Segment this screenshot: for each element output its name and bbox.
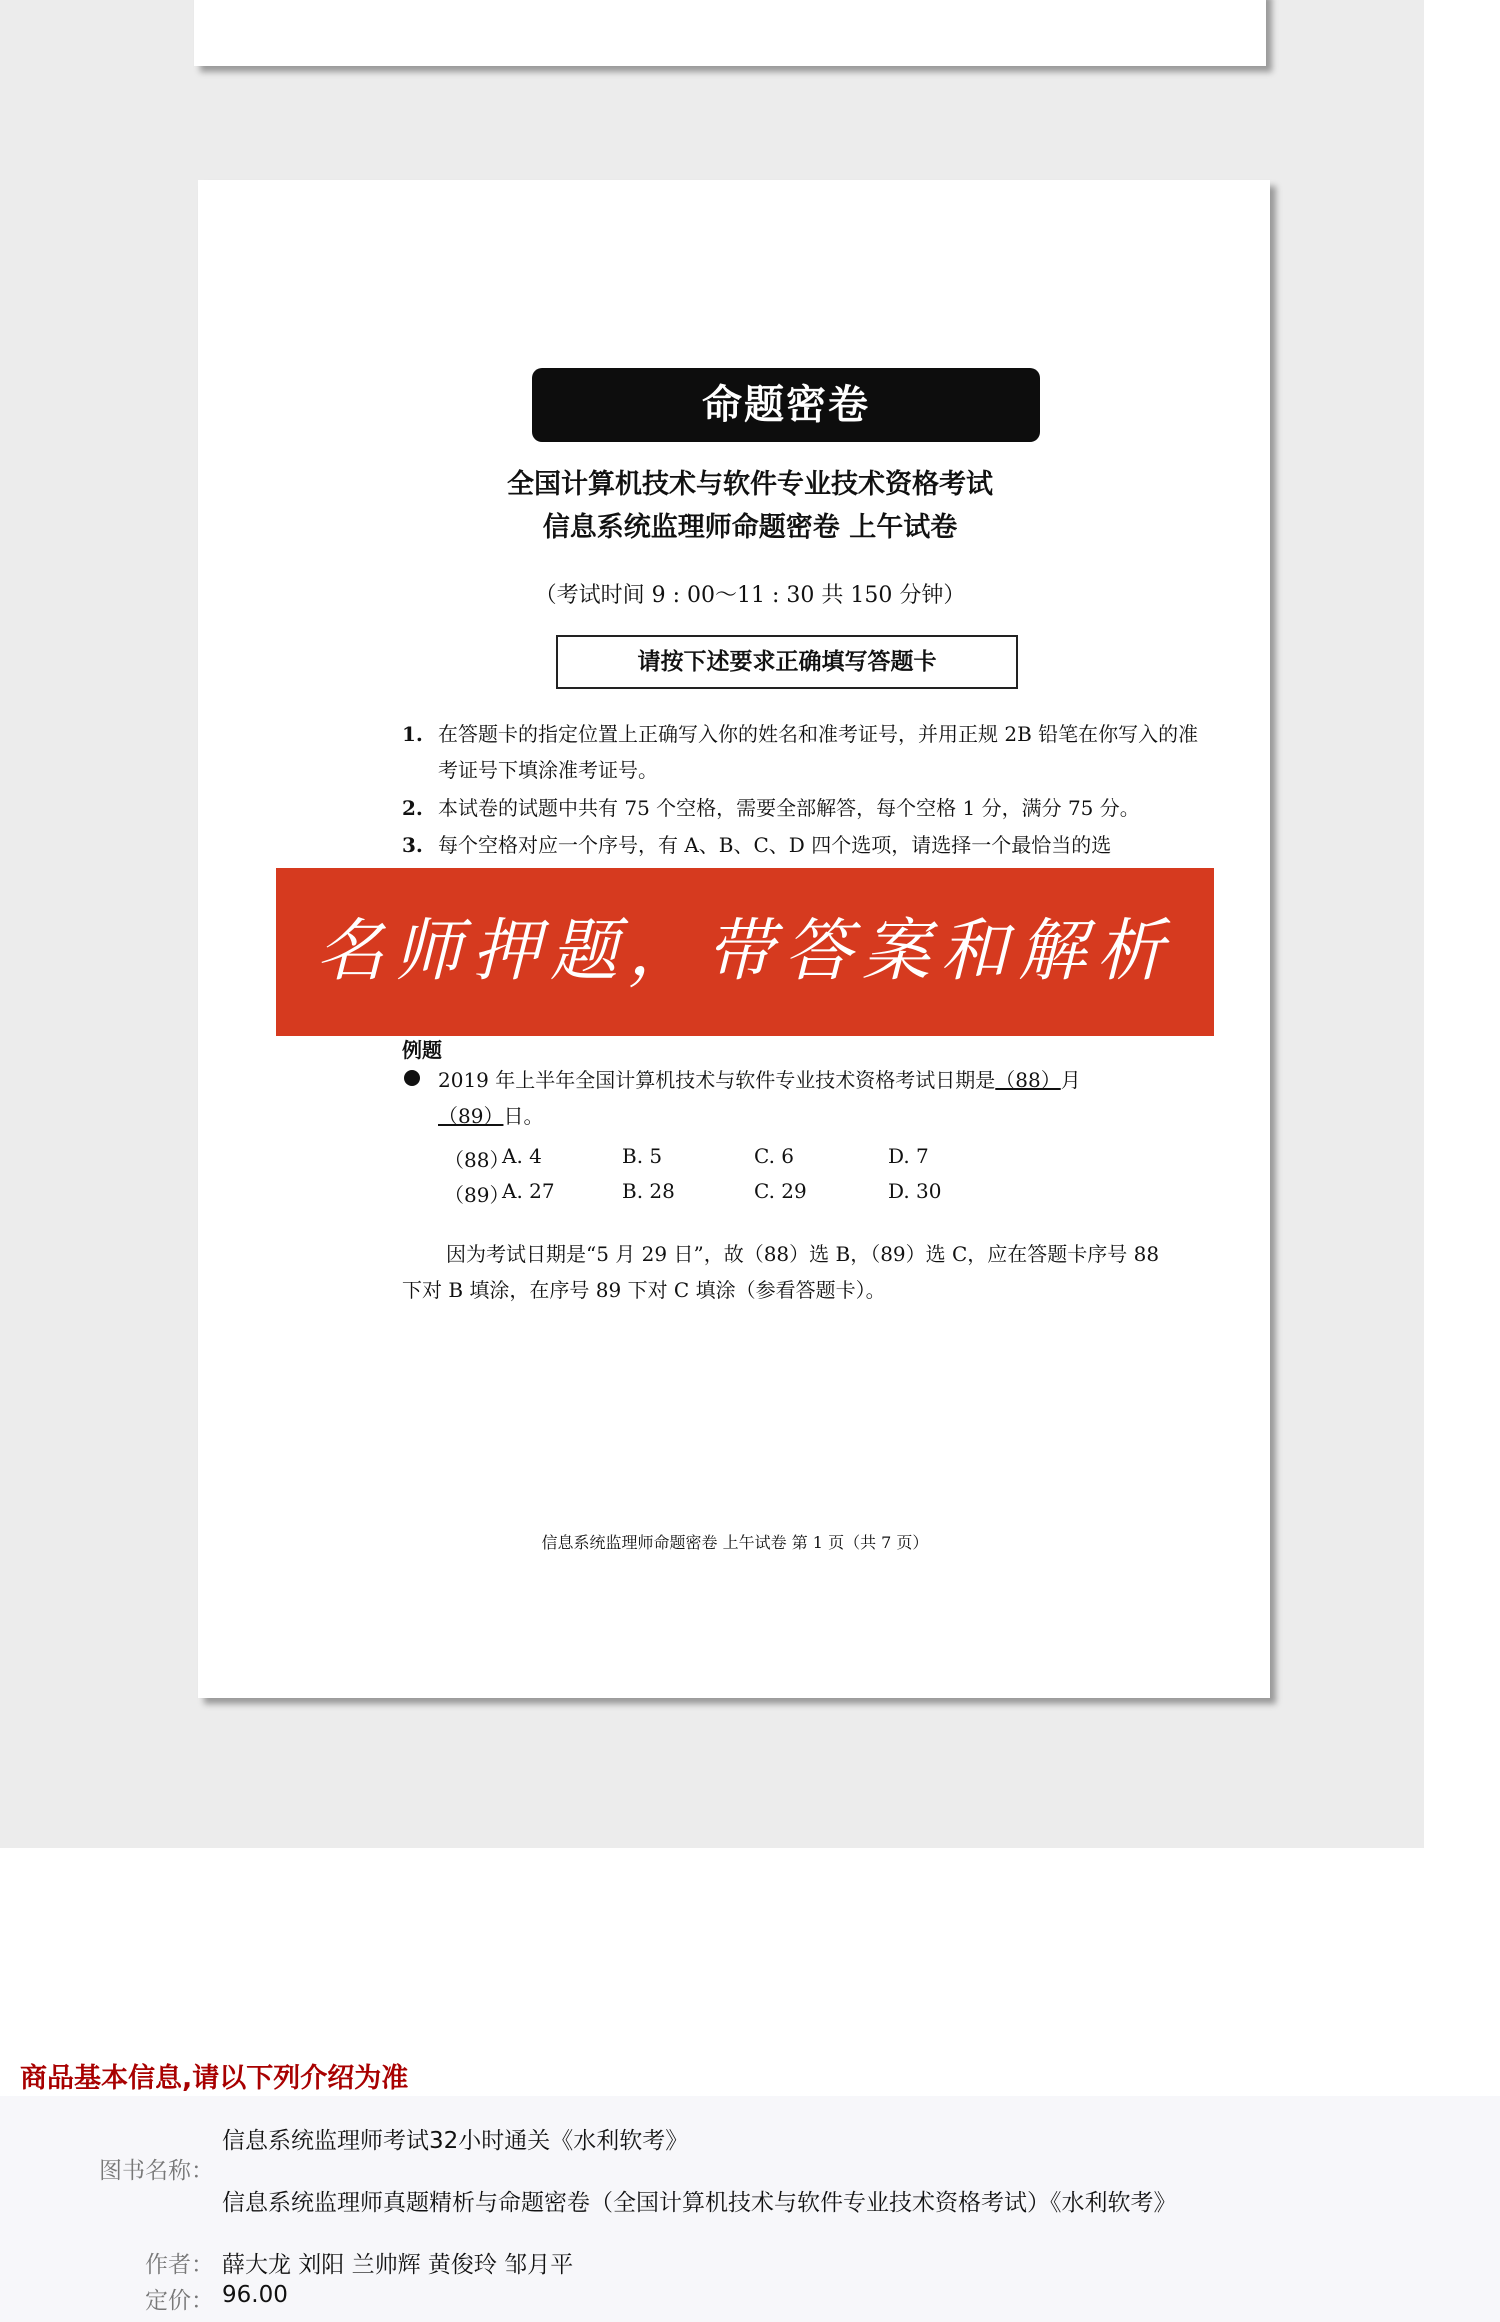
book-name-2: 信息系统监理师真题精析与命题密卷（全国计算机技术与软件专业技术资格考试）《水利软考》 (222, 2190, 1177, 2216)
day-text: 日。 (503, 1104, 544, 1128)
item-number: 3. (402, 833, 423, 857)
item-number: 2. (402, 796, 423, 820)
option-b: B. 5 (622, 1144, 663, 1168)
option-c: C. 29 (754, 1179, 807, 1203)
option-b: B. 28 (622, 1179, 675, 1203)
option-d: D. 7 (888, 1144, 929, 1168)
options-label: （89） (444, 1183, 510, 1207)
product-info-heading: 商品基本信息,请以下列介绍为准 (20, 2063, 409, 2094)
exam-title-line2: 信息系统监理师命题密卷 上午试卷 (542, 512, 958, 543)
page-footer: 信息系统监理师命题密卷 上午试卷 第 1 页（共 7 页） (541, 1533, 929, 1552)
exam-time: （考试时间 9 : 00～11 : 30 共 150 分钟） (534, 583, 966, 608)
item-number: 1. (402, 722, 423, 746)
item-text: 本试卷的试题中共有 75 个空格，需要全部解答，每个空格 1 分，满分 75 分。 (438, 796, 1140, 820)
blank-88: （88） (995, 1068, 1061, 1092)
exam-banner: 命题密卷 (532, 368, 1040, 442)
item-text: 在答题卡的指定位置上正确写入你的姓名和准考证号，并用正规 2B 铅笔在你写入的准考证号下填涂准考证号。 (438, 722, 1199, 782)
example-explanation: 因为考试日期是“5 月 29 日”，故（88）选 B，（89）选 C，应在答题卡序号 88 下对 B 填涂，在序号 89 下对 C 填涂（参看答题卡）。 (402, 1242, 1160, 1302)
options-label: （88） (444, 1148, 510, 1172)
author-label: 作者： (145, 2252, 214, 2278)
price-label: 定价： (145, 2288, 214, 2314)
instruction-box: 请按下述要求正确填写答题卡 (556, 635, 1018, 689)
example-question (438, 1062, 1178, 1134)
option-c: C. 6 (754, 1144, 795, 1168)
example-title: 例题 (402, 1038, 442, 1062)
option-a: A. 27 (502, 1179, 555, 1203)
author-value: 薛大龙 刘阳 兰帅辉 黄俊玲 邹月平 (222, 2252, 574, 2278)
promo-overlay-banner (276, 868, 1214, 1036)
blank-89: （89） (438, 1104, 504, 1128)
bullet-icon (404, 1070, 420, 1086)
book-name-1: 信息系统监理师考试32小时通关《水利软考》 (222, 2128, 689, 2154)
exam-title-line1: 全国计算机技术与软件专业技术资格考试 (507, 469, 993, 500)
item-text: 每个空格对应一个序号，有 A、B、C、D 四个选项，请选择一个最恰当的选 (438, 833, 1112, 857)
book-name-label: 图书名称： (99, 2158, 214, 2184)
option-a: A. 4 (502, 1144, 542, 1168)
example-question-text: 2019 年上半年全国计算机技术与软件专业技术资格考试日期是 (438, 1068, 996, 1092)
promo-overlay-text: 名师押题，带答案和解析 (315, 912, 1174, 991)
previous-page-preview (194, 0, 1266, 66)
month-text: 月 (1060, 1068, 1081, 1092)
product-info-table (0, 2096, 1500, 2322)
option-d: D. 30 (888, 1179, 942, 1203)
price-value: 96.00 (222, 2282, 288, 2308)
